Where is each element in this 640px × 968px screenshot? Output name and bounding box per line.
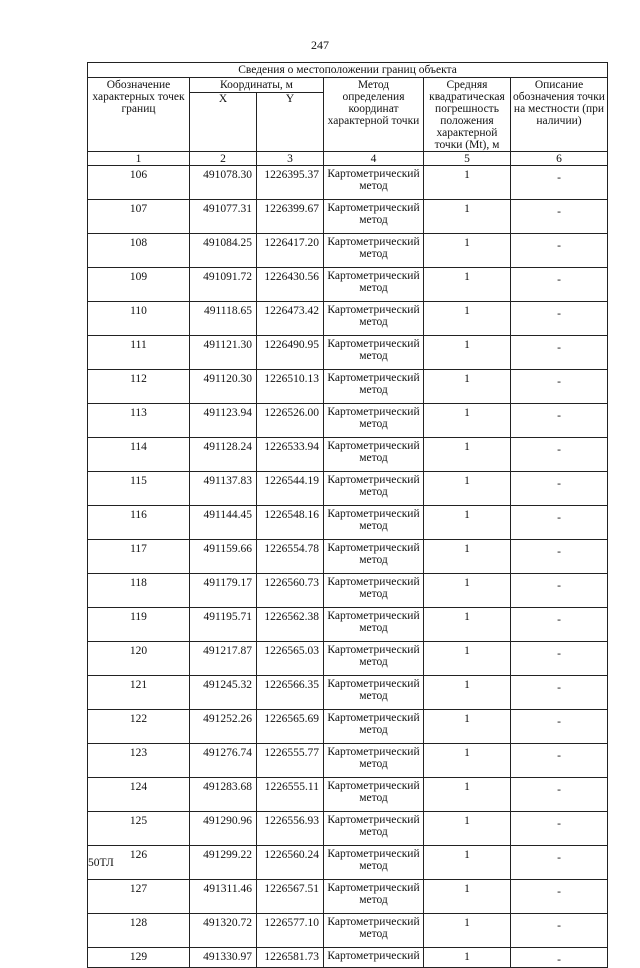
point-description: - [511,744,608,778]
method-line: Картометрический [327,882,420,894]
mean-square-error: 1 [424,880,511,914]
table-row [88,506,608,540]
table-row [88,812,608,846]
point-number: 120 [88,642,190,676]
point-number: 115 [88,472,190,506]
point-number: 117 [88,540,190,574]
point-description: - [511,234,608,268]
coordinate-x: 491118.65 [190,302,257,336]
coordinate-y: 1226544.19 [257,472,324,506]
method-line: Картометрический [327,304,420,316]
coordinate-x: 491123.94 [190,404,257,438]
table-row [88,880,608,914]
method-line: Картометрический [327,576,420,588]
method-line: метод [359,826,388,838]
coordinate-y: 1226395.37 [257,166,324,200]
coordinate-y: 1226577.10 [257,914,324,948]
column-number: 2 [190,152,257,166]
method-line: Картометрический [327,168,420,180]
table-row [88,370,608,404]
mean-square-error: 1 [424,914,511,948]
point-description: - [511,506,608,540]
mean-square-error: 1 [424,234,511,268]
method-line: Картометрический [327,746,420,758]
method-line: Картометрический [327,508,420,520]
table-row [88,574,608,608]
method-line: Картометрический [327,644,420,656]
method-cell [324,574,424,608]
method-line: метод [359,622,388,634]
method-line: метод [359,860,388,872]
page-number: 247 [311,38,329,52]
method-cell [324,404,424,438]
coordinate-y: 1226555.11 [257,778,324,812]
coordinate-x: 491330.97 [190,948,257,968]
method-cell [324,846,424,880]
coordinate-y: 1226510.13 [257,370,324,404]
point-number: 125 [88,812,190,846]
point-number: 106 [88,166,190,200]
coordinate-x: 491195.71 [190,608,257,642]
coordinate-y: 1226473.42 [257,302,324,336]
method-line: метод [359,384,388,396]
point-number: 108 [88,234,190,268]
method-line: метод [359,724,388,736]
point-description: - [511,574,608,608]
method-line: метод [359,894,388,906]
method-cell [324,676,424,710]
header-designation: Обозначение характерных точек границ [88,78,190,152]
method-line: метод [359,928,388,940]
mean-square-error: 1 [424,404,511,438]
coordinate-y: 1226554.78 [257,540,324,574]
point-description: - [511,336,608,370]
mean-square-error: 1 [424,574,511,608]
coordinate-x: 491084.25 [190,234,257,268]
point-number: 107 [88,200,190,234]
coordinate-x: 491091.72 [190,268,257,302]
mean-square-error: 1 [424,812,511,846]
coordinate-y: 1226567.51 [257,880,324,914]
method-line: метод [359,248,388,260]
method-line: метод [359,554,388,566]
point-description: - [511,268,608,302]
coordinate-y: 1226581.73 [257,948,324,968]
table-row [88,472,608,506]
point-number: 126 [88,846,190,880]
method-cell [324,948,424,968]
point-number: 124 [88,778,190,812]
method-line: Картометрический [327,338,420,350]
method-line: Картометрический [327,372,420,384]
point-number: 119 [88,608,190,642]
method-cell [324,506,424,540]
method-cell [324,370,424,404]
coordinate-x: 491077.31 [190,200,257,234]
method-line: метод [359,350,388,362]
method-line: Картометрический [327,814,420,826]
point-description: - [511,778,608,812]
point-number: 122 [88,710,190,744]
method-cell [324,234,424,268]
coordinate-y: 1226430.56 [257,268,324,302]
coordinate-x: 491276.74 [190,744,257,778]
header-y: Y [257,93,324,152]
method-line: метод [359,758,388,770]
coordinate-y: 1226555.77 [257,744,324,778]
mean-square-error: 1 [424,540,511,574]
method-cell [324,302,424,336]
point-number: 118 [88,574,190,608]
mean-square-error: 1 [424,642,511,676]
coordinate-x: 491120.30 [190,370,257,404]
mean-square-error: 1 [424,336,511,370]
method-line: метод [359,316,388,328]
coordinate-x: 491252.26 [190,710,257,744]
method-line: Картометрический [327,712,420,724]
method-cell [324,472,424,506]
mean-square-error: 1 [424,778,511,812]
table-row [88,778,608,812]
coordinate-x: 491179.17 [190,574,257,608]
column-number: 4 [324,152,424,166]
coordinate-y: 1226526.00 [257,404,324,438]
method-line: Картометрический [327,270,420,282]
method-line: метод [359,656,388,668]
mean-square-error: 1 [424,676,511,710]
method-cell [324,608,424,642]
point-description: - [511,846,608,880]
table-row [88,642,608,676]
mean-square-error: 1 [424,948,511,968]
coordinate-x: 491144.45 [190,506,257,540]
method-cell [324,744,424,778]
table-row [88,336,608,370]
point-number: 121 [88,676,190,710]
table-row [88,404,608,438]
mean-square-error: 1 [424,472,511,506]
point-description: - [511,302,608,336]
point-number: 111 [88,336,190,370]
method-line: метод [359,282,388,294]
mean-square-error: 1 [424,370,511,404]
mean-square-error: 1 [424,744,511,778]
mean-square-error: 1 [424,506,511,540]
coordinate-x: 491128.24 [190,438,257,472]
coordinate-x: 491283.68 [190,778,257,812]
header-description: Описание обозначения точки на местности (при наличии) [511,78,608,152]
coordinate-y: 1226548.16 [257,506,324,540]
mean-square-error: 1 [424,302,511,336]
boundary-coordinates-sheet [87,62,607,968]
coordinate-x: 491121.30 [190,336,257,370]
coordinate-y: 1226399.67 [257,200,324,234]
column-number: 3 [257,152,324,166]
coordinate-y: 1226533.94 [257,438,324,472]
method-line: метод [359,588,388,600]
method-cell [324,812,424,846]
method-cell [324,438,424,472]
coordinate-x: 491137.83 [190,472,257,506]
method-line: Картометрический [327,780,420,792]
header-coordinates: Координаты, м [190,78,324,93]
point-description: - [511,880,608,914]
coordinate-x: 491159.66 [190,540,257,574]
method-line: метод [359,690,388,702]
table-row [88,302,608,336]
point-number: 123 [88,744,190,778]
method-line: метод [359,418,388,430]
point-number: 129 [88,948,190,968]
mean-square-error: 1 [424,846,511,880]
header-x: X [190,93,257,152]
method-cell [324,710,424,744]
method-cell [324,778,424,812]
mean-square-error: 1 [424,200,511,234]
coordinate-y: 1226566.35 [257,676,324,710]
column-number: 5 [424,152,511,166]
coordinate-y: 1226565.69 [257,710,324,744]
table-row [88,846,608,880]
coordinate-x: 491290.96 [190,812,257,846]
point-description: - [511,608,608,642]
point-description: - [511,812,608,846]
table-row [88,710,608,744]
table-row [88,744,608,778]
method-line: Картометрический [327,406,420,418]
point-description: - [511,914,608,948]
coordinate-y: 1226490.95 [257,336,324,370]
coordinate-y: 1226560.73 [257,574,324,608]
point-description: - [511,438,608,472]
method-line: Картометрический [327,440,420,452]
method-cell [324,336,424,370]
header-method: Метод определения координат характерной точки [324,78,424,152]
method-line: метод [359,520,388,532]
point-description: - [511,200,608,234]
point-number: 114 [88,438,190,472]
coordinate-y: 1226562.38 [257,608,324,642]
method-line: метод [359,486,388,498]
method-line: метод [359,214,388,226]
table-row [88,268,608,302]
method-cell [324,880,424,914]
coordinate-x: 491217.87 [190,642,257,676]
point-description: - [511,540,608,574]
table-row [88,166,608,200]
method-cell [324,200,424,234]
method-line: Картометрический [327,678,420,690]
table-row [88,948,608,968]
mean-square-error: 1 [424,438,511,472]
point-description: - [511,370,608,404]
footer-code: 50ТЛ [88,857,114,869]
boundary-coordinates-table [87,62,608,968]
table-caption: Сведения о местоположении границ объекта [88,63,608,78]
point-description: - [511,472,608,506]
point-description: - [511,676,608,710]
method-line: Картометрический [327,848,420,860]
point-number: 127 [88,880,190,914]
point-description: - [511,404,608,438]
method-line: Картометрический [327,474,420,486]
method-line: метод [359,180,388,192]
table-row [88,914,608,948]
method-cell [324,540,424,574]
column-number: 6 [511,152,608,166]
coordinate-y: 1226417.20 [257,234,324,268]
method-cell [324,166,424,200]
column-number: 1 [88,152,190,166]
method-line: метод [359,452,388,464]
method-cell [324,642,424,676]
coordinate-y: 1226565.03 [257,642,324,676]
point-number: 110 [88,302,190,336]
coordinate-x: 491078.30 [190,166,257,200]
method-line: Картометрический [327,610,420,622]
method-line: Картометрический [327,236,420,248]
table-row [88,608,608,642]
point-description: - [511,642,608,676]
point-number: 128 [88,914,190,948]
table-row [88,234,608,268]
mean-square-error: 1 [424,608,511,642]
mean-square-error: 1 [424,268,511,302]
point-number: 116 [88,506,190,540]
coordinate-y: 1226560.24 [257,846,324,880]
header-error: Средняя квадратическая погрешность положения характерной точки (Mt), м [424,78,511,152]
method-line: Картометрический [327,542,420,554]
coordinate-x: 491311.46 [190,880,257,914]
method-line: Картометрический [327,950,420,962]
method-cell [324,268,424,302]
table-row [88,676,608,710]
mean-square-error: 1 [424,710,511,744]
point-description: - [511,948,608,968]
point-description: - [511,166,608,200]
point-number: 112 [88,370,190,404]
point-number: 113 [88,404,190,438]
table-row [88,540,608,574]
table-row [88,438,608,472]
point-number: 109 [88,268,190,302]
method-cell [324,914,424,948]
mean-square-error: 1 [424,166,511,200]
coordinate-x: 491299.22 [190,846,257,880]
point-description: - [511,710,608,744]
method-line: Картометрический [327,202,420,214]
table-body [88,166,608,968]
table-row [88,200,608,234]
coordinate-x: 491320.72 [190,914,257,948]
method-line: метод [359,792,388,804]
method-line: Картометрический [327,916,420,928]
coordinate-x: 491245.32 [190,676,257,710]
coordinate-y: 1226556.93 [257,812,324,846]
